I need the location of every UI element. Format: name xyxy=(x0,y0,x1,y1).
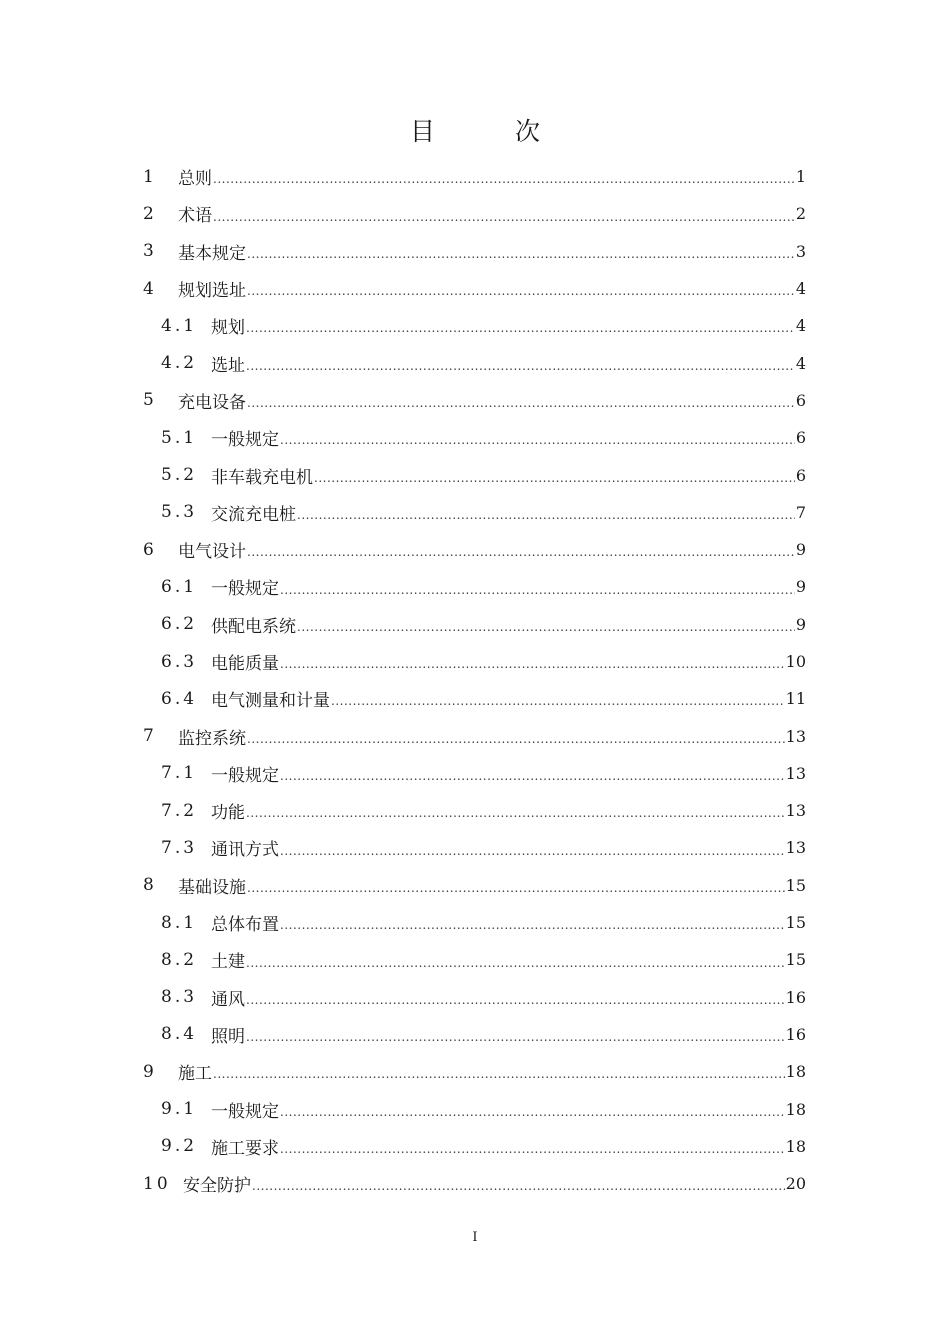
toc-dot-leader xyxy=(247,546,795,568)
toc-entry[interactable] xyxy=(143,382,806,419)
toc-entry-title: 规划 xyxy=(211,318,245,339)
toc-entry-page-number: 9 xyxy=(795,540,806,560)
toc-entry-page-number: 2 xyxy=(795,204,806,224)
toc-entry-number: 8.4 xyxy=(161,1024,198,1045)
toc-entry-page-number: 6 xyxy=(795,428,806,448)
toc-dot-leader xyxy=(213,173,795,195)
toc-entry-page-number: 4 xyxy=(795,316,806,336)
toc-entry-number: 7.2 xyxy=(161,800,198,821)
toc-dot-leader xyxy=(280,770,785,792)
toc-entry-page-number: 13 xyxy=(785,726,806,746)
toc-entry-page-number: 13 xyxy=(785,763,806,783)
toc-entry[interactable] xyxy=(143,941,806,978)
toc-dot-leader xyxy=(280,845,785,867)
toc-entry-number: 8.2 xyxy=(161,949,198,970)
toc-dot-leader xyxy=(246,957,785,979)
toc-entry-number: 5.3 xyxy=(161,502,198,523)
toc-entry-page-number: 9 xyxy=(795,577,806,597)
toc-entry-number: 5.2 xyxy=(161,465,198,486)
toc-entry-page-number: 3 xyxy=(795,241,806,261)
toc-entry[interactable] xyxy=(143,307,806,344)
toc-entry-number: 9.1 xyxy=(161,1099,198,1120)
toc-entry-title: 电能质量 xyxy=(211,654,279,674)
toc-entry-number: 5 xyxy=(143,390,157,411)
toc-entry-title: 术语 xyxy=(178,206,212,227)
toc-dot-leader xyxy=(247,248,795,270)
toc-entry[interactable] xyxy=(143,680,806,717)
toc-entry-title: 施工要求 xyxy=(211,1138,279,1159)
toc-entry[interactable] xyxy=(143,270,806,307)
toc-dot-leader xyxy=(247,397,795,419)
toc-entry-number: 7.1 xyxy=(161,763,198,784)
toc-entry-page-number: 15 xyxy=(785,913,806,933)
toc-entry-number: 5.1 xyxy=(161,427,198,448)
toc-entry[interactable] xyxy=(143,531,806,568)
toc-entry-title: 一般规定 xyxy=(211,430,279,451)
toc-entry-title: 总体布置 xyxy=(211,915,279,936)
toc-dot-leader xyxy=(280,1143,785,1165)
toc-entry[interactable] xyxy=(143,1016,806,1053)
toc-entry-number: 9 xyxy=(143,1061,157,1082)
toc-entry-number: 4.2 xyxy=(161,353,198,374)
toc-entry-number: 8.3 xyxy=(161,987,198,1008)
toc-entry[interactable] xyxy=(143,456,806,493)
toc-entry-page-number: 15 xyxy=(785,950,806,970)
toc-entry-title: 电气测量和计量 xyxy=(211,691,330,712)
toc-dot-leader xyxy=(280,919,785,941)
toc-entry-number: 9.2 xyxy=(161,1136,198,1157)
toc-entry[interactable] xyxy=(143,979,806,1016)
toc-entry-number: 2 xyxy=(143,203,157,224)
toc-entry[interactable] xyxy=(143,867,806,904)
toc-dot-leader xyxy=(280,1106,785,1128)
toc-entry-number: 6 xyxy=(143,539,157,560)
toc-entry-title: 电气设计 xyxy=(178,542,246,563)
toc-dot-leader xyxy=(247,285,795,307)
page-title: 目 次 xyxy=(410,117,576,146)
toc-entry-title: 功能 xyxy=(211,803,245,824)
toc-entry-number: 7 xyxy=(143,726,157,747)
toc-dot-leader xyxy=(314,472,795,494)
toc-entry-number: 6.4 xyxy=(161,688,198,709)
toc-entry-page-number: 11 xyxy=(785,689,806,709)
toc-entry-page-number: 18 xyxy=(785,1136,806,1156)
page-number-footer: I xyxy=(472,1230,478,1245)
toc-entry-number: 8 xyxy=(143,875,157,896)
toc-dot-leader xyxy=(331,695,785,717)
toc-entry[interactable] xyxy=(143,233,806,270)
toc-entry[interactable] xyxy=(143,829,806,866)
toc-entry-title: 选址 xyxy=(211,355,245,376)
toc-dot-leader xyxy=(246,807,785,829)
toc-entry-title: 基础设施 xyxy=(178,877,246,898)
toc-entry-title: 一般规定 xyxy=(211,765,279,786)
toc-entry-page-number: 7 xyxy=(795,502,806,522)
toc-entry[interactable] xyxy=(143,419,806,456)
toc-entry-number: 6.3 xyxy=(161,651,198,672)
toc-entry[interactable] xyxy=(143,606,806,643)
toc-dot-leader xyxy=(213,1068,785,1090)
toc-entry-number: 3 xyxy=(143,241,157,262)
toc-entry-number: 10 xyxy=(143,1173,171,1194)
toc-dot-leader xyxy=(252,1180,785,1202)
toc-dot-leader xyxy=(280,658,785,680)
toc-entry[interactable] xyxy=(143,755,806,792)
toc-entry-number: 1 xyxy=(143,166,157,187)
toc-dot-leader xyxy=(297,509,795,531)
toc-entry[interactable] xyxy=(143,643,806,680)
toc-entry-title: 总则 xyxy=(178,169,212,190)
toc-entry-page-number: 1 xyxy=(795,167,806,187)
toc-entry[interactable] xyxy=(143,717,806,754)
toc-entry-title: 照明 xyxy=(211,1026,245,1047)
toc-entry-page-number: 4 xyxy=(795,279,806,299)
toc-entry-number: 4.1 xyxy=(161,315,198,336)
toc-dot-leader xyxy=(280,584,795,606)
toc-entry-page-number: 16 xyxy=(785,1024,806,1044)
toc-entry[interactable] xyxy=(143,1128,806,1165)
toc-entry-page-number: 13 xyxy=(785,801,806,821)
toc-entry-title: 供配电系统 xyxy=(211,616,296,637)
toc-dot-leader xyxy=(246,994,785,1016)
toc-entry-title: 一般规定 xyxy=(211,579,279,600)
toc-entry-number: 7.3 xyxy=(161,837,198,858)
toc-entry[interactable] xyxy=(143,158,806,195)
toc-dot-leader xyxy=(246,322,795,344)
toc-entry[interactable] xyxy=(143,344,806,381)
toc-entry-number: 4 xyxy=(143,278,157,299)
toc-entry-page-number: 9 xyxy=(795,614,806,634)
toc-entry-page-number: 6 xyxy=(795,390,806,410)
toc-entry[interactable] xyxy=(143,494,806,531)
toc-entry-title: 安全防护 xyxy=(183,1176,251,1197)
toc-entry-page-number: 20 xyxy=(785,1174,806,1194)
toc-entry[interactable] xyxy=(143,1090,806,1127)
toc-entry-title: 通风 xyxy=(211,989,245,1010)
toc-entry-number: 6.2 xyxy=(161,614,198,635)
toc-dot-leader xyxy=(247,733,785,755)
toc-entry-page-number: 6 xyxy=(795,465,806,485)
toc-dot-leader xyxy=(246,360,795,382)
toc-entry-page-number: 15 xyxy=(785,875,806,895)
toc-entry-page-number: 4 xyxy=(795,353,806,373)
toc-entry-title: 土建 xyxy=(211,952,245,973)
toc-entry-page-number: 13 xyxy=(785,838,806,858)
toc-entry-title: 通讯方式 xyxy=(211,840,279,861)
toc-entry-title: 充电设备 xyxy=(178,392,246,413)
toc-entry-page-number: 16 xyxy=(785,987,806,1007)
toc-entry[interactable] xyxy=(143,904,806,941)
toc-entry-title: 施工 xyxy=(178,1064,212,1085)
toc-entry-title: 交流充电桩 xyxy=(211,504,296,525)
toc-entry[interactable] xyxy=(143,1165,806,1202)
toc-dot-leader xyxy=(247,882,785,904)
toc-entry[interactable] xyxy=(143,195,806,232)
toc-entry-title: 监控系统 xyxy=(178,728,246,749)
toc-entry-number: 8.1 xyxy=(161,912,198,933)
toc-entry[interactable] xyxy=(143,1053,806,1090)
toc-entry-title: 非车载充电机 xyxy=(211,467,313,488)
toc-dot-leader xyxy=(280,434,795,456)
table-of-contents xyxy=(143,158,806,1202)
toc-entry-number: 6.1 xyxy=(161,576,198,597)
toc-entry-title: 一般规定 xyxy=(211,1101,279,1122)
toc-dot-leader xyxy=(297,621,795,643)
toc-dot-leader xyxy=(246,1031,785,1053)
toc-dot-leader xyxy=(213,211,795,233)
toc-entry-page-number: 18 xyxy=(785,1099,806,1119)
toc-entry-page-number: 18 xyxy=(785,1062,806,1082)
toc-entry-page-number: 10 xyxy=(785,652,806,671)
toc-entry-title: 规划选址 xyxy=(178,281,246,302)
toc-entry-title: 基本规定 xyxy=(178,243,246,264)
toc-entry[interactable] xyxy=(143,568,806,605)
toc-entry[interactable] xyxy=(143,792,806,829)
